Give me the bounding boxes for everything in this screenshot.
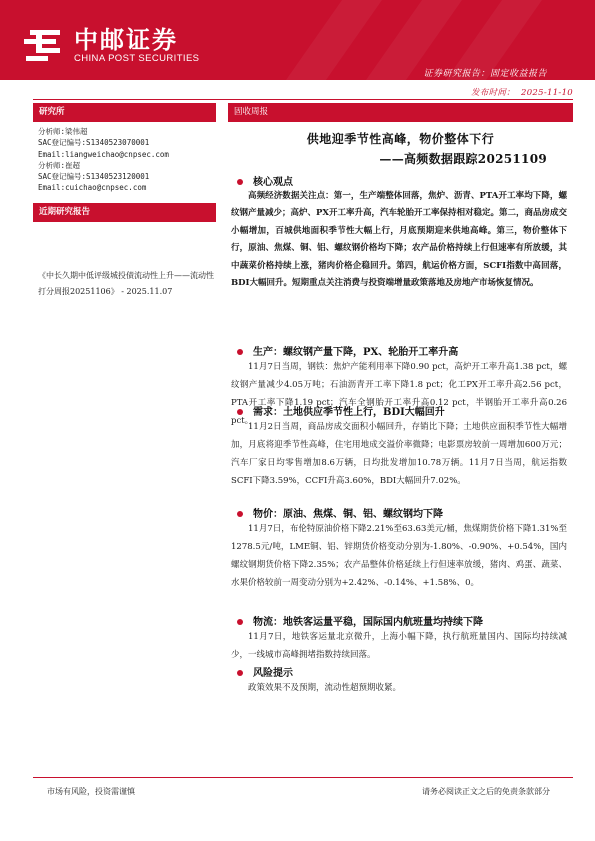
bullet-icon [237,409,243,415]
bullet-icon [237,619,243,625]
bullet-icon [237,179,243,185]
brand-name-en: CHINA POST SECURITIES [74,53,200,64]
analyst-email[interactable]: Email:cuichao@cnpsec.com [38,183,147,193]
researchers-title: 研究所 [33,103,216,122]
risks-paragraph: 政策效果不及预期，流动性超预期收紧。 [248,683,402,693]
demand-paragraph: 11月2日当周，商品房成交面积小幅回升，存销比下降；土地供应面积季节性大幅增加，月底将迎季节性高峰，住宅用地成交溢价率微降；电影票房较前一周增加600万元；汽车厂家日均零售增加8.6万辆，日均批发增加10.78万辆。11月7日当周，航运指数SCFI下降3.59%，CCFI升高3.60%，BDI大幅回升7.02%。 [231,422,567,486]
publish-date-label: 发布时间： [470,88,515,98]
publish-date-value: 2025-11-10 [520,88,573,98]
header-decor-stripe [258,0,382,80]
analyst-sac: SAC登记编号:S1340523070001 [38,138,150,148]
section-heading-logistics: 物流：地铁客运量平稳，国际国内航班量均持续下降 [237,613,483,628]
footer-disclaimer-note: 请务必阅读正文之后的免责条款部分 [422,787,550,796]
section-heading-prices: 物价：原油、焦煤、铜、铝、螺纹钢均下降 [237,505,443,520]
footer-risk-note: 市场有风险，投资需谨慎 [47,787,135,796]
analyst-block [38,126,218,194]
production-paragraph: 11月7日当周，钢铁：焦炉产能利用率下降0.90 pct，高炉开工率升高1.38 pct，螺纹钢产量减少4.05万吨；石油沥青开工率下降1.8 pct；化工PX开工率升高2.56 pct，PTA开工率下降1.19 pct；汽车全钢胎开工率升高0.12 pct，半钢胎开工率升高0.26 pct。 [231,362,567,426]
report-subtitle: ——高频数据跟踪20251109 [379,152,547,166]
analyst-email[interactable]: Email:liangweichao@cnpsec.com [38,149,169,159]
brand-name-cn: 中邮证券 [74,26,178,54]
china-post-logo-icon [20,22,64,66]
report-title: 供地迎季节性高峰，物价整体下行 [306,132,495,146]
bullet-icon [237,670,243,676]
bullet-icon [237,511,243,517]
divider [33,99,573,100]
logistics-paragraph: 11月7日，地铁客运量北京微升，上海小幅下降，执行航班量国内、国际均持续减少，一线城市高峰拥堵指数持续回落。 [231,632,567,660]
footer-divider [33,777,573,778]
analyst-name: 分析师:崔超 [38,160,81,170]
page-header [0,0,595,80]
recent-reports-title: 近期研究报告 [33,203,216,222]
recent-report-link[interactable]: 《中长久期中低评级城投债流动性上升——流动性打分周报20251106》 - 2025.11.07 [38,271,214,296]
publish-date [471,86,573,98]
section-heading-demand: 需求：土地供应季节性上行，BDI大幅回升 [237,403,445,418]
prices-paragraph: 11月7日，布伦特原油价格下降2.21%至63.63美元/桶，焦煤期货价格下降1.31%至1278.5元/吨，LME铜、铝、锌期货价格变动分别为-1.80%、-0.90%、+0.54%，国内螺纹钢期货价格下降2.35%；农产品整体价格延续上行但速率放缓，猪肉、鸡蛋、蔬菜、水果价格较前一周变动分别为+2.42%、-0.14%、+1.58%、0。 [231,524,567,588]
core-views-paragraph: 高频经济数据关注点：第一，生产端整体回落，焦炉、沥青、PTA开工率均下降，螺纹钢产量减少；高炉、PX开工率升高，汽车轮胎开工率保持相对稳定。第二，商品房成交小幅增加，百城供地面积季节性大幅上行，月底预期迎来供地高峰。第三，物价整体下行，原油、焦煤、铜、铝、螺纹钢价格均下降；农产品价格持续上行但速率有所放缓，其中蔬菜价格持续上涨，猪肉价格企稳回升。第四，航运价格方面，SCFI指数中高回落，BDI大幅回升。短期重点关注消费与投资端增量政策落地及房地产市场恢复情况。 [231,191,567,289]
report-tag: 固收周报 [228,103,573,122]
section-heading-production: 生产：螺纹钢产量下降，PX、轮胎开工率升高 [237,343,458,358]
bullet-icon [237,349,243,355]
analyst-name: 分析师:梁伟超 [38,127,88,136]
section-heading-core-views: 核心观点 [237,173,293,188]
report-type: 证券研究报告：固定收益报告 [423,69,547,79]
section-heading-risks: 风险提示 [237,664,293,679]
analyst-sac: SAC登记编号:S1340523120001 [38,172,150,182]
